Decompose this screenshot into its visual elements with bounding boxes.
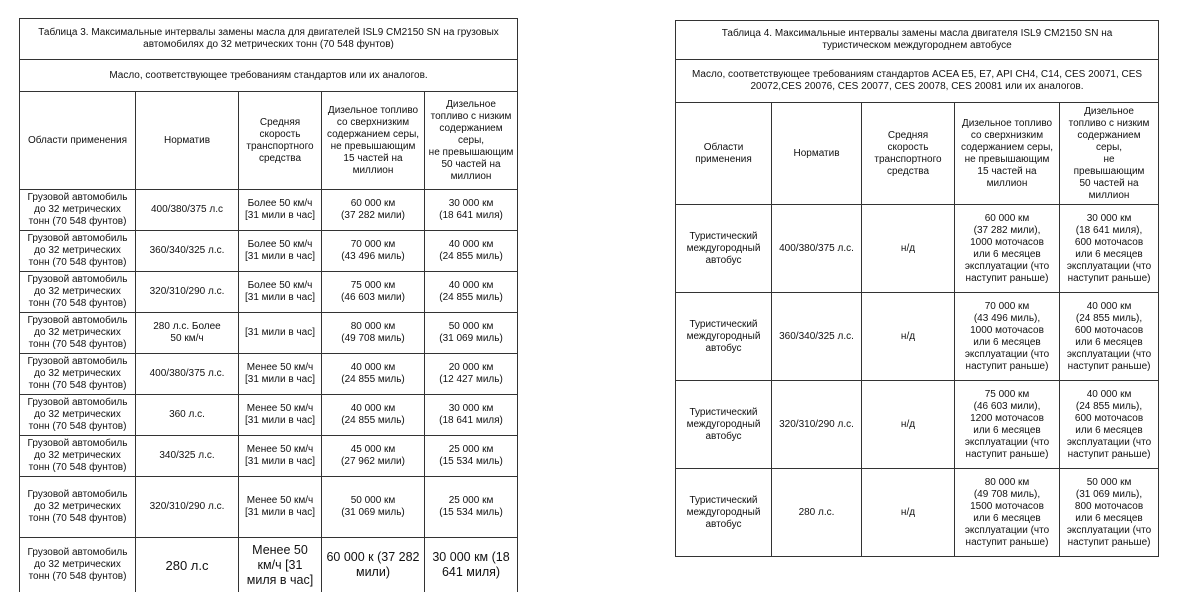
table-4-oil-note: Масло, соответствующее требованиям стандартов ACEA E5, E7, API CH4, C14, CES 20071, CES 20072,CES 20076, CES 20077, CES 20078, CES 20081 или их аналогов.	[676, 60, 1159, 103]
cell-application: Грузовой автомобиль до 32 метрических тонн (70 548 фунтов)	[20, 477, 136, 538]
cell-speed: н/д	[862, 293, 955, 381]
cell-speed: Менее 50 км/ч [31 мили в час]	[239, 477, 322, 538]
cell-rating: 360/340/325 л.с.	[772, 293, 862, 381]
cell-lsd-interval: 40 000 км (24 855 миль), 600 моточасов или 6 месяцев эксплуатации (что наступит раньше)	[1060, 293, 1159, 381]
cell-application: Грузовой автомобиль до 32 метрических тонн (70 548 фунтов)	[20, 395, 136, 436]
cell-application: Грузовой автомобиль до 32 метрических тонн (70 548 фунтов)	[20, 313, 136, 354]
cell-ulsd-interval: 75 000 км (46 603 мили)	[322, 272, 425, 313]
table-row	[676, 381, 1159, 469]
cell-rating: 360 л.с.	[136, 395, 239, 436]
cell-lsd-interval: 30 000 км (18 641 миля), 600 моточасов или 6 месяцев эксплуатации (что наступит раньше)	[1060, 205, 1159, 293]
cell-rating: 340/325 л.с.	[136, 436, 239, 477]
cell-rating: 400/380/375 л.с.	[772, 205, 862, 293]
cell-ulsd-interval: 60 000 км (37 282 мили)	[322, 190, 425, 231]
table-row	[20, 313, 518, 354]
table-row	[676, 293, 1159, 381]
cell-application: Грузовой автомобиль до 32 метрических тонн (70 548 фунтов)	[20, 272, 136, 313]
cell-speed: Более 50 км/ч [31 мили в час]	[239, 190, 322, 231]
cell-rating: 400/380/375 л.с.	[136, 354, 239, 395]
table-row	[676, 469, 1159, 557]
cell-rating: 400/380/375 л.с	[136, 190, 239, 231]
cell-rating: 320/310/290 л.с.	[136, 477, 239, 538]
column-header-lsd: Дизельное топливо с низким содержанием серы, не превышающим 50 частей на миллион	[1060, 103, 1159, 205]
column-header-ulsd: Дизельное топливо со сверхнизким содержанием серы, не превышающим 15 частей на миллион	[322, 92, 425, 190]
cell-lsd-interval: 20 000 км (12 427 миль)	[425, 354, 518, 395]
cell-speed: н/д	[862, 469, 955, 557]
cell-speed: Менее 50 км/ч [31 мили в час]	[239, 436, 322, 477]
column-header-rating: Норматив	[136, 92, 239, 190]
table-3-header-row	[20, 92, 518, 190]
table-row	[20, 354, 518, 395]
cell-ulsd-interval: 75 000 км (46 603 мили), 1200 моточасов или 6 месяцев эксплуатации (что наступит раньше)	[955, 381, 1060, 469]
column-header-speed: Средняя скорость транспортного средства	[862, 103, 955, 205]
table-4-header-row	[676, 103, 1159, 205]
cell-lsd-interval: 40 000 км (24 855 миль), 600 моточасов или 6 месяцев эксплуатации (что наступит раньше)	[1060, 381, 1159, 469]
cell-speed: [31 мили в час]	[239, 313, 322, 354]
cell-rating: 280 л.с. Более 50 км/ч	[136, 313, 239, 354]
cell-rating: 320/310/290 л.с.	[772, 381, 862, 469]
cell-speed: Менее 50 км/ч [31 мили в час]	[239, 395, 322, 436]
cell-ulsd-interval: 45 000 км (27 962 мили)	[322, 436, 425, 477]
cell-speed: Более 50 км/ч [31 мили в час]	[239, 231, 322, 272]
table-row	[20, 190, 518, 231]
table-row	[20, 538, 518, 593]
cell-ulsd-interval: 40 000 км (24 855 миль)	[322, 395, 425, 436]
cell-application: Туристический междугородный автобус	[676, 205, 772, 293]
cell-lsd-interval: 40 000 км (24 855 миль)	[425, 272, 518, 313]
column-header-application: Области применения	[20, 92, 136, 190]
table-row	[20, 436, 518, 477]
cell-ulsd-interval: 80 000 км (49 708 миль), 1500 моточасов или 6 месяцев эксплуатации (что наступит раньше)	[955, 469, 1060, 557]
table-row	[676, 205, 1159, 293]
cell-ulsd-interval: 70 000 км (43 496 миль)	[322, 231, 425, 272]
cell-ulsd-interval: 70 000 км (43 496 миль), 1000 моточасов или 6 месяцев эксплуатации (что наступит раньше)	[955, 293, 1060, 381]
cell-ulsd-interval: 60 000 к (37 282 мили)	[322, 538, 425, 593]
cell-ulsd-interval: 40 000 км (24 855 миль)	[322, 354, 425, 395]
table-row	[20, 231, 518, 272]
table-4	[675, 20, 1159, 557]
cell-lsd-interval: 25 000 км (15 534 миль)	[425, 436, 518, 477]
cell-speed: Более 50 км/ч [31 мили в час]	[239, 272, 322, 313]
table-row	[20, 477, 518, 538]
cell-lsd-interval: 30 000 км (18 641 миля)	[425, 395, 518, 436]
cell-lsd-interval: 50 000 км (31 069 миль), 800 моточасов или 6 месяцев эксплуатации (что наступит раньше)	[1060, 469, 1159, 557]
table-row	[20, 395, 518, 436]
column-header-lsd: Дизельное топливо с низким содержанием серы, не превышающим 50 частей на миллион	[425, 92, 518, 190]
cell-speed: Менее 50 км/ч [31 миля в час]	[239, 538, 322, 593]
cell-lsd-interval: 50 000 км (31 069 миль)	[425, 313, 518, 354]
cell-ulsd-interval: 80 000 км (49 708 миль)	[322, 313, 425, 354]
column-header-speed: Средняя скорость транспортного средства	[239, 92, 322, 190]
cell-application: Туристический междугородный автобус	[676, 293, 772, 381]
cell-rating: 280 л.с	[136, 538, 239, 593]
cell-application: Грузовой автомобиль до 32 метрических тонн (70 548 фунтов)	[20, 190, 136, 231]
column-header-ulsd: Дизельное топливо со сверхнизким содержанием серы, не превышающим 15 частей на миллион	[955, 103, 1060, 205]
cell-application: Грузовой автомобиль до 32 метрических тонн (70 548 фунтов)	[20, 354, 136, 395]
cell-rating: 360/340/325 л.с.	[136, 231, 239, 272]
cell-ulsd-interval: 50 000 км (31 069 миль)	[322, 477, 425, 538]
cell-application: Грузовой автомобиль до 32 метрических тонн (70 548 фунтов)	[20, 436, 136, 477]
table-3	[19, 18, 518, 592]
cell-lsd-interval: 30 000 км (18 641 миля)	[425, 190, 518, 231]
table-3-title: Таблица 3. Максимальные интервалы замены масла для двигателей ISL9 CM2150 SN на грузовых автомобилях до 32 метрических тонн (70 548 фунтов)	[20, 19, 518, 60]
cell-speed: н/д	[862, 205, 955, 293]
cell-ulsd-interval: 60 000 км (37 282 мили), 1000 моточасов или 6 месяцев эксплуатации (что наступит раньше)	[955, 205, 1060, 293]
cell-lsd-interval: 30 000 км (18 641 миля)	[425, 538, 518, 593]
cell-lsd-interval: 40 000 км (24 855 миль)	[425, 231, 518, 272]
cell-application: Туристический междугородный автобус	[676, 469, 772, 557]
cell-lsd-interval: 25 000 км (15 534 миль)	[425, 477, 518, 538]
column-header-rating: Норматив	[772, 103, 862, 205]
table-row	[20, 272, 518, 313]
column-header-application: Области применения	[676, 103, 772, 205]
cell-rating: 320/310/290 л.с.	[136, 272, 239, 313]
cell-rating: 280 л.с.	[772, 469, 862, 557]
cell-speed: н/д	[862, 381, 955, 469]
table-3-oil-note: Масло, соответствующее требованиям стандартов или их аналогов.	[20, 60, 518, 92]
cell-application: Туристический междугородный автобус	[676, 381, 772, 469]
cell-application: Грузовой автомобиль до 32 метрических тонн (70 548 фунтов)	[20, 231, 136, 272]
table-4-title: Таблица 4. Максимальные интервалы замены масла двигателя ISL9 CM2150 SN на туристическом междугороднем автобусе	[676, 21, 1159, 60]
cell-speed: Менее 50 км/ч [31 мили в час]	[239, 354, 322, 395]
cell-application: Грузовой автомобиль до 32 метрических тонн (70 548 фунтов)	[20, 538, 136, 593]
